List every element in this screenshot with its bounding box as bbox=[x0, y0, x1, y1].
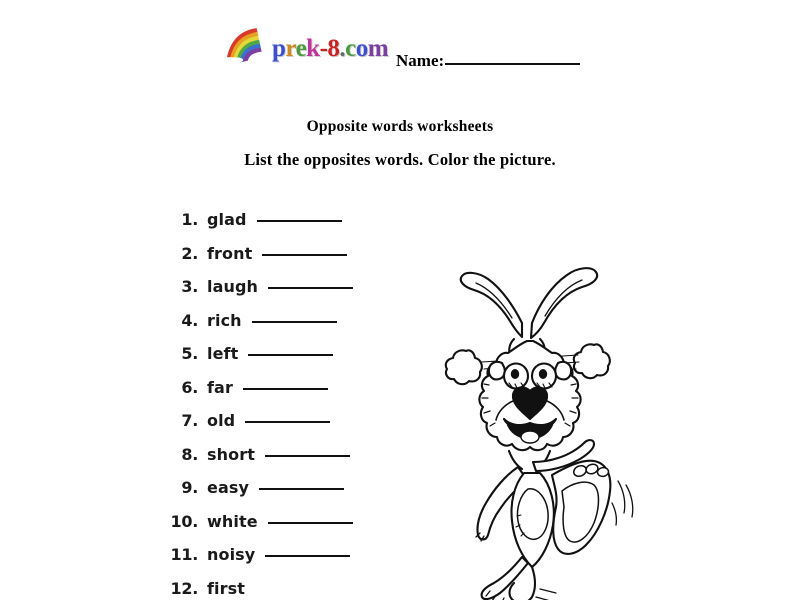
rabbit-line-art bbox=[436, 245, 646, 600]
word-row-number: 10. bbox=[170, 511, 198, 531]
brand-letter-8: o bbox=[355, 35, 368, 62]
word-row-answer-line[interactable] bbox=[265, 455, 350, 457]
word-row-prompt: old bbox=[207, 411, 236, 430]
word-row-number: 7. bbox=[181, 411, 198, 430]
word-row-answer-line[interactable] bbox=[243, 388, 328, 390]
word-row bbox=[168, 378, 398, 412]
word-row-prompt: noisy bbox=[207, 545, 256, 564]
brand-letter-3: k bbox=[306, 35, 320, 62]
word-row-prompt: left bbox=[207, 344, 239, 363]
name-label: Name: bbox=[396, 51, 445, 70]
word-row-number: 6. bbox=[181, 377, 198, 397]
word-row-prompt: far bbox=[207, 377, 233, 397]
word-row-answer-line[interactable] bbox=[257, 220, 342, 222]
word-row-number: 4. bbox=[181, 310, 198, 330]
page-instructions: List the opposites words. Color the picture. bbox=[244, 150, 556, 169]
brand-letter-6: . bbox=[339, 35, 346, 62]
word-row-prompt: short bbox=[207, 444, 255, 464]
brand-letter-5: 8 bbox=[327, 35, 340, 62]
word-row-answer-line[interactable] bbox=[245, 421, 330, 423]
word-row bbox=[168, 478, 398, 512]
word-row-number: 8. bbox=[181, 444, 198, 464]
name-field-group bbox=[396, 52, 580, 69]
page-header bbox=[0, 18, 800, 68]
word-row bbox=[168, 545, 398, 579]
word-row-answer-line[interactable] bbox=[252, 321, 337, 323]
word-row-answer-line[interactable] bbox=[268, 287, 353, 289]
brand-letter-2: e bbox=[295, 35, 307, 62]
word-row-answer-line[interactable] bbox=[248, 354, 333, 356]
name-input-line[interactable] bbox=[445, 63, 580, 65]
brand-name bbox=[272, 36, 388, 61]
word-row bbox=[168, 210, 398, 244]
brand-letter-4: - bbox=[319, 35, 328, 62]
word-row-prompt: laugh bbox=[207, 277, 259, 296]
word-row-prompt: glad bbox=[207, 210, 247, 229]
word-row-answer-line[interactable] bbox=[262, 254, 347, 256]
word-row-prompt: rich bbox=[207, 310, 242, 330]
word-row-prompt: front bbox=[207, 243, 253, 263]
word-row bbox=[168, 445, 398, 479]
word-row-number: 5. bbox=[181, 344, 198, 363]
word-row-number: 11. bbox=[170, 545, 198, 564]
word-row bbox=[168, 244, 398, 278]
word-row bbox=[168, 411, 398, 445]
brand-letter-1: r bbox=[285, 35, 296, 62]
brand-logo bbox=[216, 22, 388, 64]
word-row bbox=[168, 311, 398, 345]
word-row-prompt: first bbox=[207, 578, 246, 598]
word-row bbox=[168, 344, 398, 378]
word-row-number: 3. bbox=[181, 277, 198, 296]
word-row-answer-line[interactable] bbox=[259, 488, 344, 490]
word-row bbox=[168, 512, 398, 546]
word-row-number: 12. bbox=[170, 578, 198, 598]
page-title: Opposite words worksheets bbox=[306, 118, 494, 135]
word-row-answer-line[interactable] bbox=[265, 555, 350, 557]
word-row-number: 9. bbox=[181, 478, 198, 497]
brand-letter-7: c bbox=[345, 35, 356, 62]
word-row bbox=[168, 277, 398, 311]
rainbow-icon bbox=[216, 28, 264, 64]
word-row-prompt: white bbox=[207, 511, 258, 531]
word-row-prompt: easy bbox=[207, 478, 250, 497]
word-row-number: 1. bbox=[181, 210, 198, 229]
brand-letter-0: p bbox=[272, 35, 286, 62]
word-row-number: 2. bbox=[181, 243, 198, 263]
brand-letter-9: m bbox=[367, 35, 389, 62]
word-row-answer-line[interactable] bbox=[268, 522, 353, 524]
opposites-word-list bbox=[168, 210, 398, 600]
word-row bbox=[168, 579, 398, 600]
